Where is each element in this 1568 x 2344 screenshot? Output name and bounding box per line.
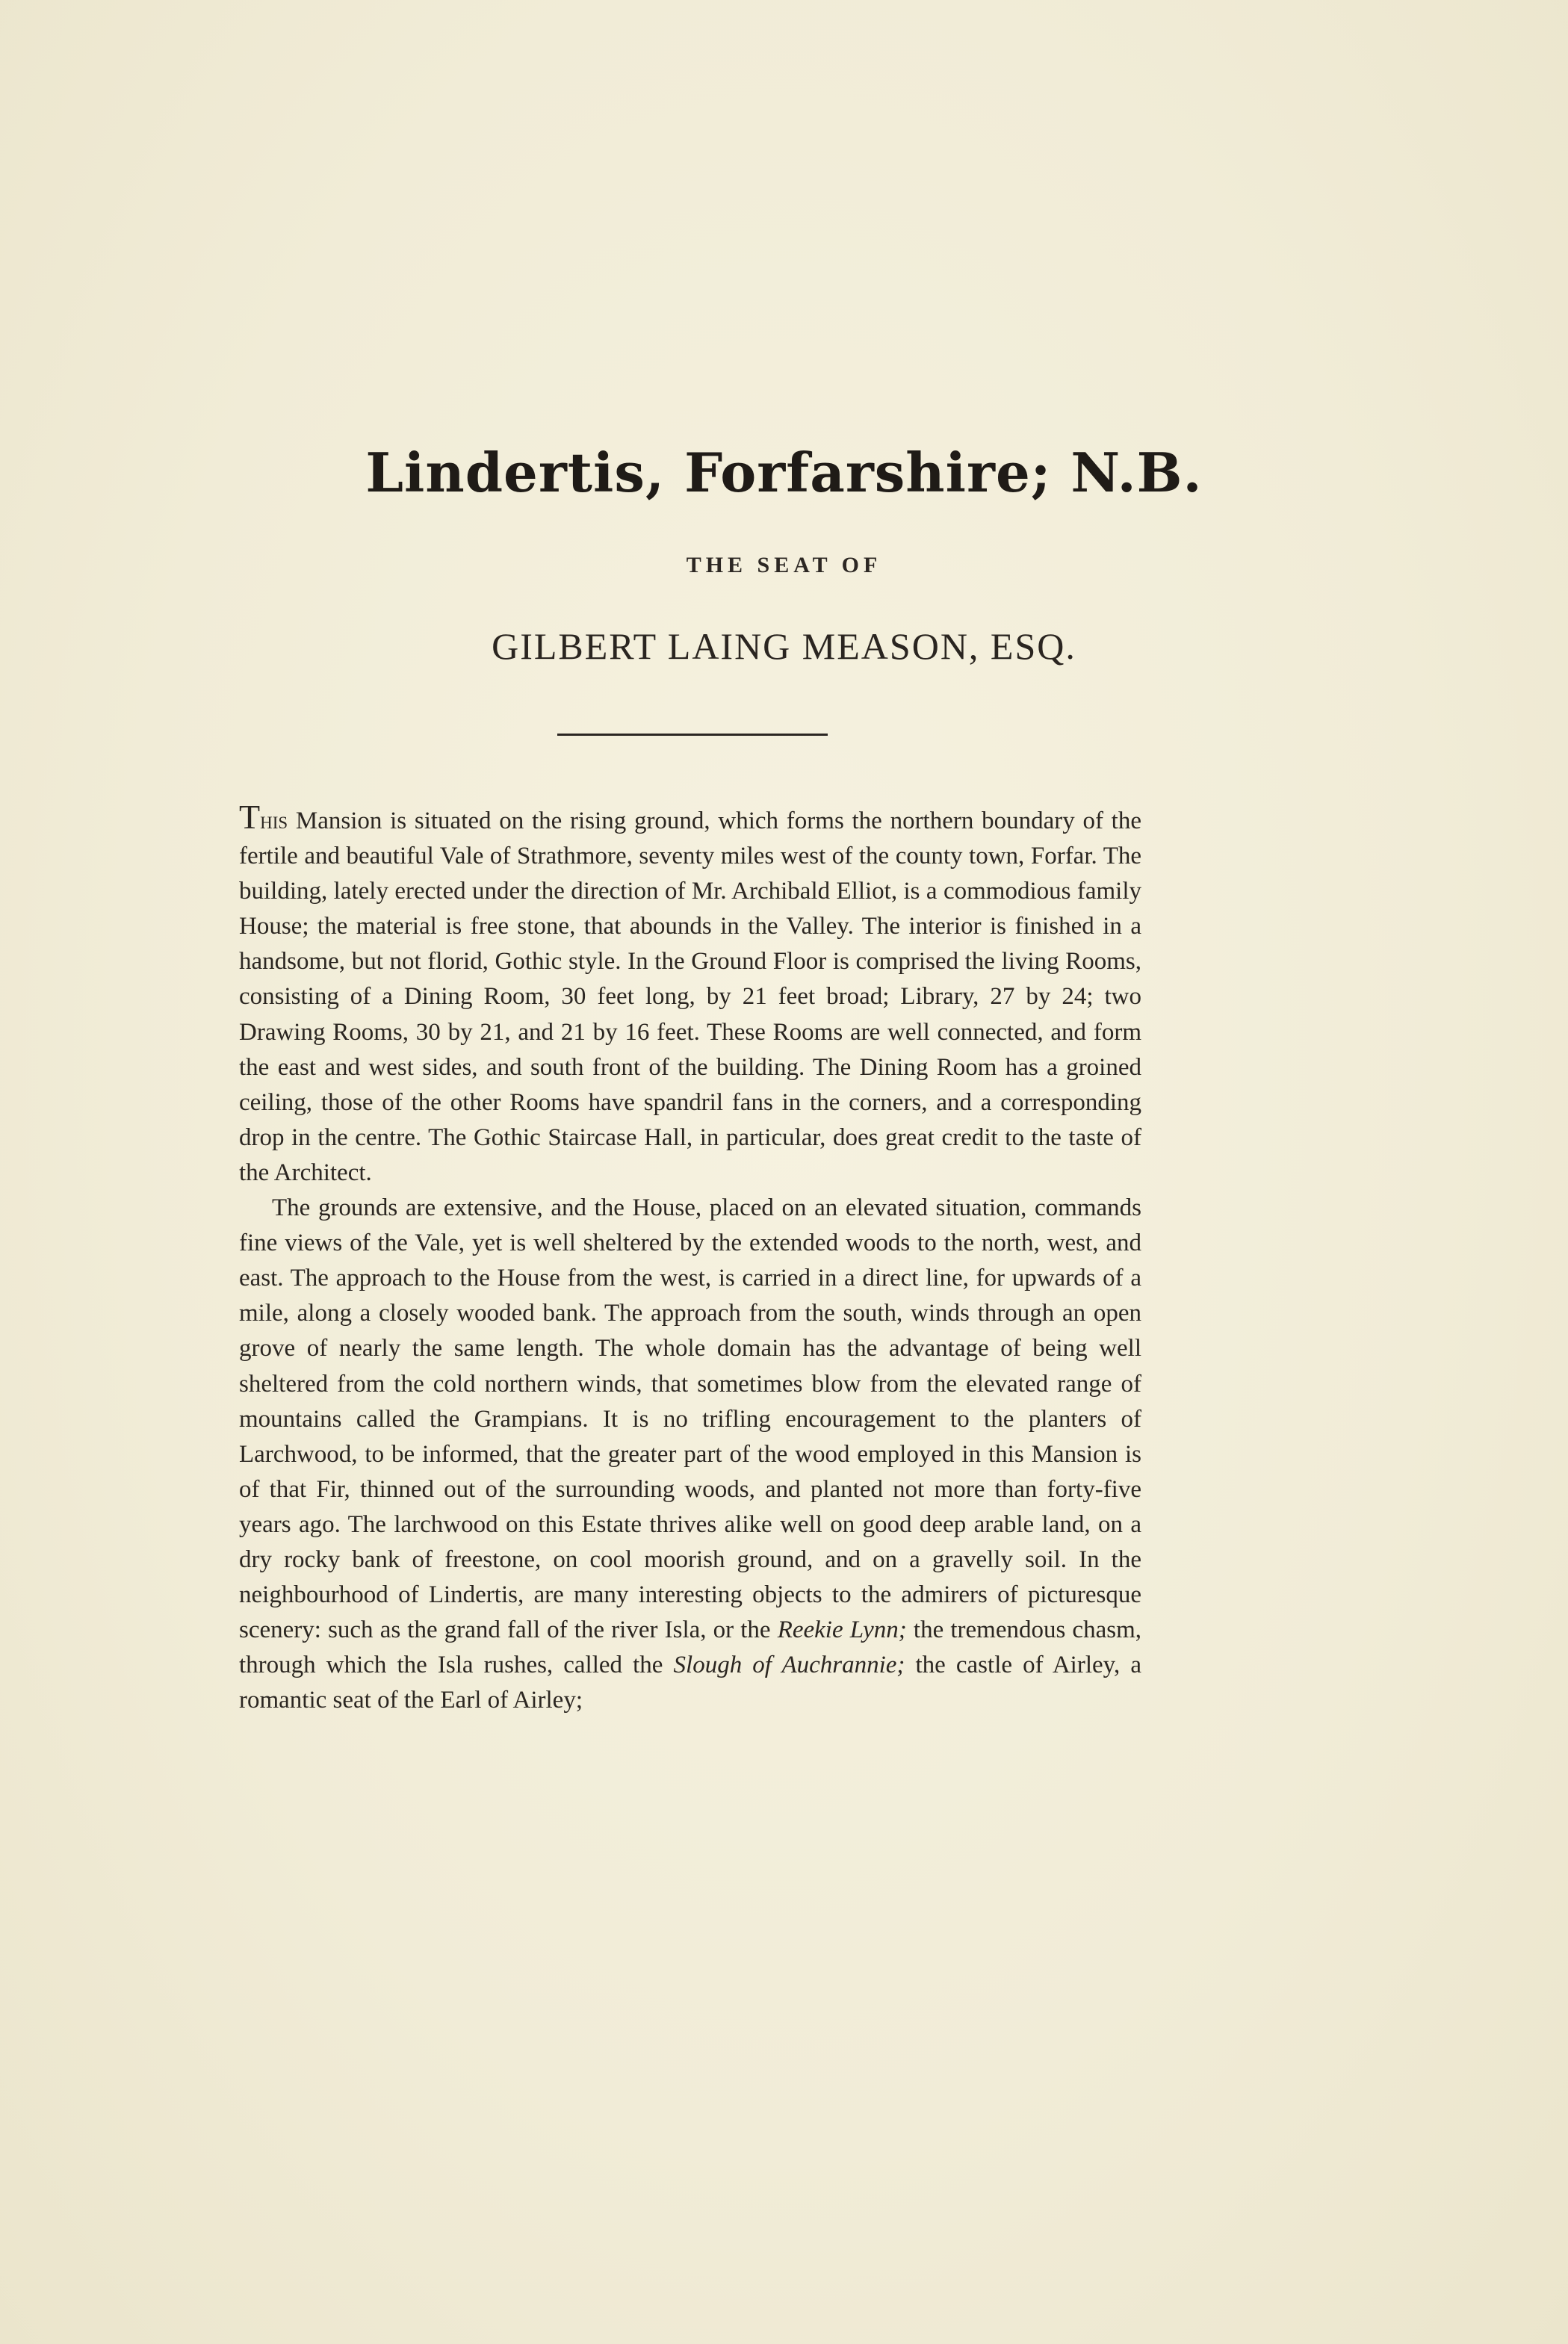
page-title: Lindertis, Forfarshire; N.B.	[365, 441, 1203, 504]
initial-letter: T	[239, 798, 261, 836]
body-text	[239, 799, 1141, 1718]
paragraph-2	[239, 1191, 1141, 1718]
paragraph-2-text-c: the castle of Airley, a romantic seat of the Earl of Airley;	[239, 1652, 1141, 1714]
paragraph-1-text: Mansion is situated on the rising ground, which forms the northern boundary of the fertile and beautiful Vale of Strathmore, seventy miles west of the county town, Forfar. The building, lately erected under the direction of Mr. Archibald Elliot, is a commodious family House; the material is free stone, that abounds in the Valley. The interior is finished in a handsome, but not florid, Gothic style. In the Ground Floor is comprised the living Rooms, consisting of a Dining Room, 30 feet long, by 21 feet broad; Library, 27 by 24; two Drawing Rooms, 30 by 21, and 21 by 16 feet. These Rooms are well connected, and form the east and west sides, and south front of the building. The Dining Room has a groined ceiling, those of the other Rooms have spandril fans in the corners, and a corresponding drop in the centre. The Gothic Staircase Hall, in particular, does great credit to the taste of the Architect.	[239, 807, 1141, 1186]
seat-subtitle: THE SEAT OF	[686, 553, 882, 577]
owner-name: GILBERT LAING MEASON, ESQ.	[492, 625, 1076, 667]
italic-reekie-lynn: Reekie Lynn;	[777, 1616, 907, 1644]
divider-rule	[557, 734, 828, 736]
initial-word-rest: his	[260, 807, 288, 834]
paragraph-1	[239, 799, 1141, 1191]
paragraph-2-text-b: the tremendous chasm, through which the Isla rushes, called the	[239, 1616, 1141, 1679]
italic-slough-of-auchrannie: Slough of Auchrannie;	[673, 1652, 905, 1679]
paragraph-2-text-a: The grounds are extensive, and the House, placed on an elevated situation, commands fine views of the Vale, yet is well sheltered by the extended woods to the north, west, and east. The approach to the House from the west, is carried in a direct line, for upwards of a mile, along a closely wooded bank. The approach from the south, winds through an open grove of nearly the same length. The whole domain has the advantage of being well sheltered from the cold northern winds, that sometimes blow from the elevated range of mountains called the Grampians. It is no trifling encouragement to the planters of Larchwood, to be informed, that the greater part of the wood employed in this Mansion is of that Fir, thinned out of the surrounding woods, and planted not more than forty-five years ago. The larchwood on this Estate thrives alike well on good deep arable land, on a dry rocky bank of freestone, on cool moorish ground, and on a gravelly soil. In the neighbourhood of Lindertis, are many interesting objects to the admirers of picturesque scenery: such as the grand fall of the river Isla, or the	[239, 1194, 1141, 1644]
